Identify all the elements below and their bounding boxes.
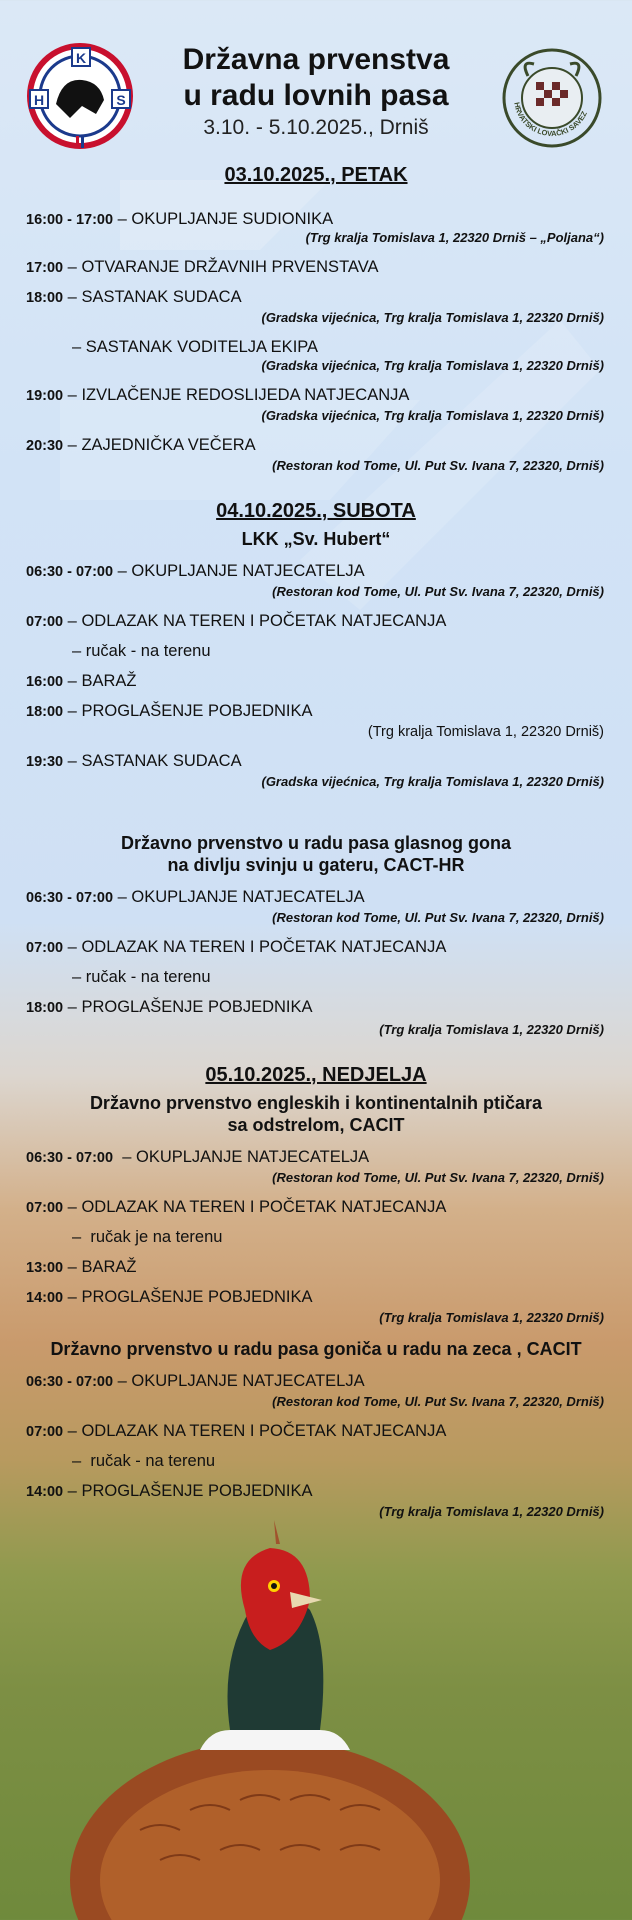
day3-heading: 05.10.2025., NEDJELJA bbox=[205, 1064, 427, 1086]
location: (Restoran kod Tome, Ul. Put Sv. Ivana 7, 22320, Drniš) bbox=[272, 584, 604, 599]
event: – ručak - na terenu bbox=[72, 642, 211, 660]
event: – SASTANAK SUDACA bbox=[63, 752, 242, 770]
list-item bbox=[72, 1452, 632, 1471]
list-item bbox=[26, 1258, 606, 1277]
day2-heading: 04.10.2025., SUBOTA bbox=[216, 500, 416, 522]
list-item bbox=[26, 386, 606, 405]
list-item bbox=[26, 1148, 606, 1167]
list-item bbox=[26, 1482, 606, 1501]
list-item bbox=[26, 1422, 606, 1441]
location: (Gradska vijećnica, Trg kralja Tomislava 1, 22320 Drniš) bbox=[261, 774, 604, 789]
event: – ODLAZAK NA TEREN I POČETAK NATJECANJA bbox=[63, 1422, 447, 1440]
section-title: Državno prvenstvo u radu pasa goniča u radu na zeca , CACIT bbox=[50, 1339, 582, 1359]
event: – SASTANAK SUDACA bbox=[63, 288, 242, 306]
section-title-line-1: Državno prvenstvo u radu pasa glasnog gona bbox=[120, 833, 512, 853]
location: (Restoran kod Tome, Ul. Put Sv. Ivana 7, 22320, Drniš) bbox=[272, 458, 604, 473]
list-item bbox=[26, 612, 606, 631]
logo-letter-k: K bbox=[75, 50, 87, 66]
event: – PROGLAŠENJE POBJEDNIKA bbox=[63, 702, 313, 720]
kennel-club-logo-icon bbox=[26, 42, 134, 150]
time: 18:00 bbox=[26, 290, 64, 306]
event: – OKUPLJANJE NATJECATELJA bbox=[113, 888, 365, 906]
list-item bbox=[26, 210, 606, 229]
event: – OTVARANJE DRŽAVNIH PRVENSTAVA bbox=[63, 258, 379, 276]
time: 18:00 bbox=[26, 704, 64, 720]
day1-heading: 03.10.2025., PETAK bbox=[224, 164, 408, 186]
title-line-2: u radu lovnih pasa bbox=[183, 79, 449, 112]
time: 06:30 - 07:00 bbox=[26, 1374, 114, 1390]
event: – ODLAZAK NA TEREN I POČETAK NATJECANJA bbox=[63, 938, 447, 956]
section-title bbox=[0, 1092, 632, 1136]
list-item bbox=[72, 1228, 632, 1247]
event: – PROGLAŠENJE POBJEDNIKA bbox=[63, 1288, 313, 1306]
list-item bbox=[26, 938, 606, 957]
time: 16:00 bbox=[26, 674, 64, 690]
event: – ODLAZAK NA TEREN I POČETAK NATJECANJA bbox=[63, 1198, 447, 1216]
time: 06:30 - 07:00 bbox=[26, 1150, 114, 1166]
hunting-association-logo-icon bbox=[500, 46, 604, 150]
location: (Gradska vijećnica, Trg kralja Tomislava 1, 22320 Drniš) bbox=[261, 310, 604, 325]
pheasant-icon bbox=[60, 1500, 480, 1920]
location: (Gradska vijećnica, Trg kralja Tomislava 1, 22320 Drniš) bbox=[261, 358, 604, 373]
time: 13:00 bbox=[26, 1260, 64, 1276]
day2-subheading: LKK „Sv. Hubert“ bbox=[241, 529, 391, 549]
time: 07:00 bbox=[26, 1424, 64, 1440]
event: – SASTANAK VODITELJA EKIPA bbox=[72, 338, 319, 356]
list-item bbox=[26, 1198, 606, 1217]
event: – ručak - na terenu bbox=[72, 1452, 216, 1470]
logo-letter-s: S bbox=[116, 92, 126, 108]
list-item bbox=[26, 672, 606, 691]
section-title-line-1: Državno prvenstvo engleskih i kontinentalnih ptičara bbox=[89, 1093, 543, 1113]
time: 14:00 bbox=[26, 1290, 64, 1306]
list-item bbox=[26, 752, 606, 771]
event: – OKUPLJANJE NATJECATELJA bbox=[113, 562, 365, 580]
time: 14:00 bbox=[26, 1484, 64, 1500]
page-title bbox=[140, 42, 492, 114]
time: 18:00 bbox=[26, 1000, 64, 1016]
time: 16:00 - 17:00 bbox=[26, 212, 114, 228]
list-item bbox=[26, 288, 606, 307]
section-title bbox=[0, 832, 632, 876]
location: (Restoran kod Tome, Ul. Put Sv. Ivana 7, 22320, Drniš) bbox=[272, 1170, 604, 1185]
location: (Restoran kod Tome, Ul. Put Sv. Ivana 7, 22320, Drniš) bbox=[272, 910, 604, 925]
time: 07:00 bbox=[26, 614, 64, 630]
event: – ODLAZAK NA TEREN I POČETAK NATJECANJA bbox=[63, 612, 447, 630]
event: – ručak - na terenu bbox=[72, 968, 211, 986]
location: (Trg kralja Tomislava 1, 22320 Drniš) bbox=[379, 1310, 604, 1325]
location: (Trg kralja Tomislava 1, 22320 Drniš) bbox=[367, 724, 604, 740]
event: – ZAJEDNIČKA VEČERA bbox=[63, 436, 256, 454]
association-name: HRVATSKI LOVAČKI SAVEZ bbox=[512, 101, 589, 139]
time: 19:30 bbox=[26, 754, 64, 770]
list-item bbox=[26, 562, 606, 581]
time: 06:30 - 07:00 bbox=[26, 564, 114, 580]
list-item bbox=[26, 436, 606, 455]
time: 07:00 bbox=[26, 940, 64, 956]
list-item bbox=[26, 1372, 606, 1391]
event: – OKUPLJANJE NATJECATELJA bbox=[113, 1148, 370, 1166]
list-item bbox=[26, 258, 606, 277]
location: (Trg kralja Tomislava 1, 22320 Drniš – „Poljana“) bbox=[305, 230, 604, 245]
location: (Gradska vijećnica, Trg kralja Tomislava 1, 22320 Drniš) bbox=[261, 408, 604, 423]
date-location: 3.10. - 5.10.2025., Drniš bbox=[203, 116, 429, 139]
event: – OKUPLJANJE NATJECATELJA bbox=[113, 1372, 365, 1390]
list-item bbox=[26, 888, 606, 907]
event: – BARAŽ bbox=[63, 672, 137, 690]
section-title-line-2: sa odstrelom, CACIT bbox=[227, 1115, 405, 1135]
time: 06:30 - 07:00 bbox=[26, 890, 114, 906]
event: – IZVLAČENJE REDOSLIJEDA NATJECANJA bbox=[63, 386, 410, 404]
event: – OKUPLJANJE SUDIONIKA bbox=[113, 210, 334, 228]
header bbox=[0, 20, 632, 150]
event: – PROGLAŠENJE POBJEDNIKA bbox=[63, 1482, 313, 1500]
location: (Restoran kod Tome, Ul. Put Sv. Ivana 7, 22320, Drniš) bbox=[272, 1394, 604, 1409]
time: 20:30 bbox=[26, 438, 64, 454]
list-item bbox=[72, 338, 632, 357]
time: 19:00 bbox=[26, 388, 64, 404]
section-title-line-2: na divlju svinju u gateru, CACT-HR bbox=[167, 855, 465, 875]
title-line-1: Državna prvenstva bbox=[182, 43, 450, 76]
time: 07:00 bbox=[26, 1200, 64, 1216]
event: – BARAŽ bbox=[63, 1258, 137, 1276]
list-item bbox=[26, 702, 606, 721]
list-item bbox=[72, 642, 632, 661]
event: – ručak je na terenu bbox=[72, 1228, 223, 1246]
list-item bbox=[26, 1288, 606, 1307]
logo-letter-h: H bbox=[33, 92, 45, 108]
list-item bbox=[72, 968, 632, 987]
time: 17:00 bbox=[26, 260, 64, 276]
list-item bbox=[26, 998, 606, 1017]
location: (Trg kralja Tomislava 1, 22320 Drniš) bbox=[379, 1022, 604, 1037]
location: (Trg kralja Tomislava 1, 22320 Drniš) bbox=[379, 1504, 604, 1519]
event: – PROGLAŠENJE POBJEDNIKA bbox=[63, 998, 313, 1016]
